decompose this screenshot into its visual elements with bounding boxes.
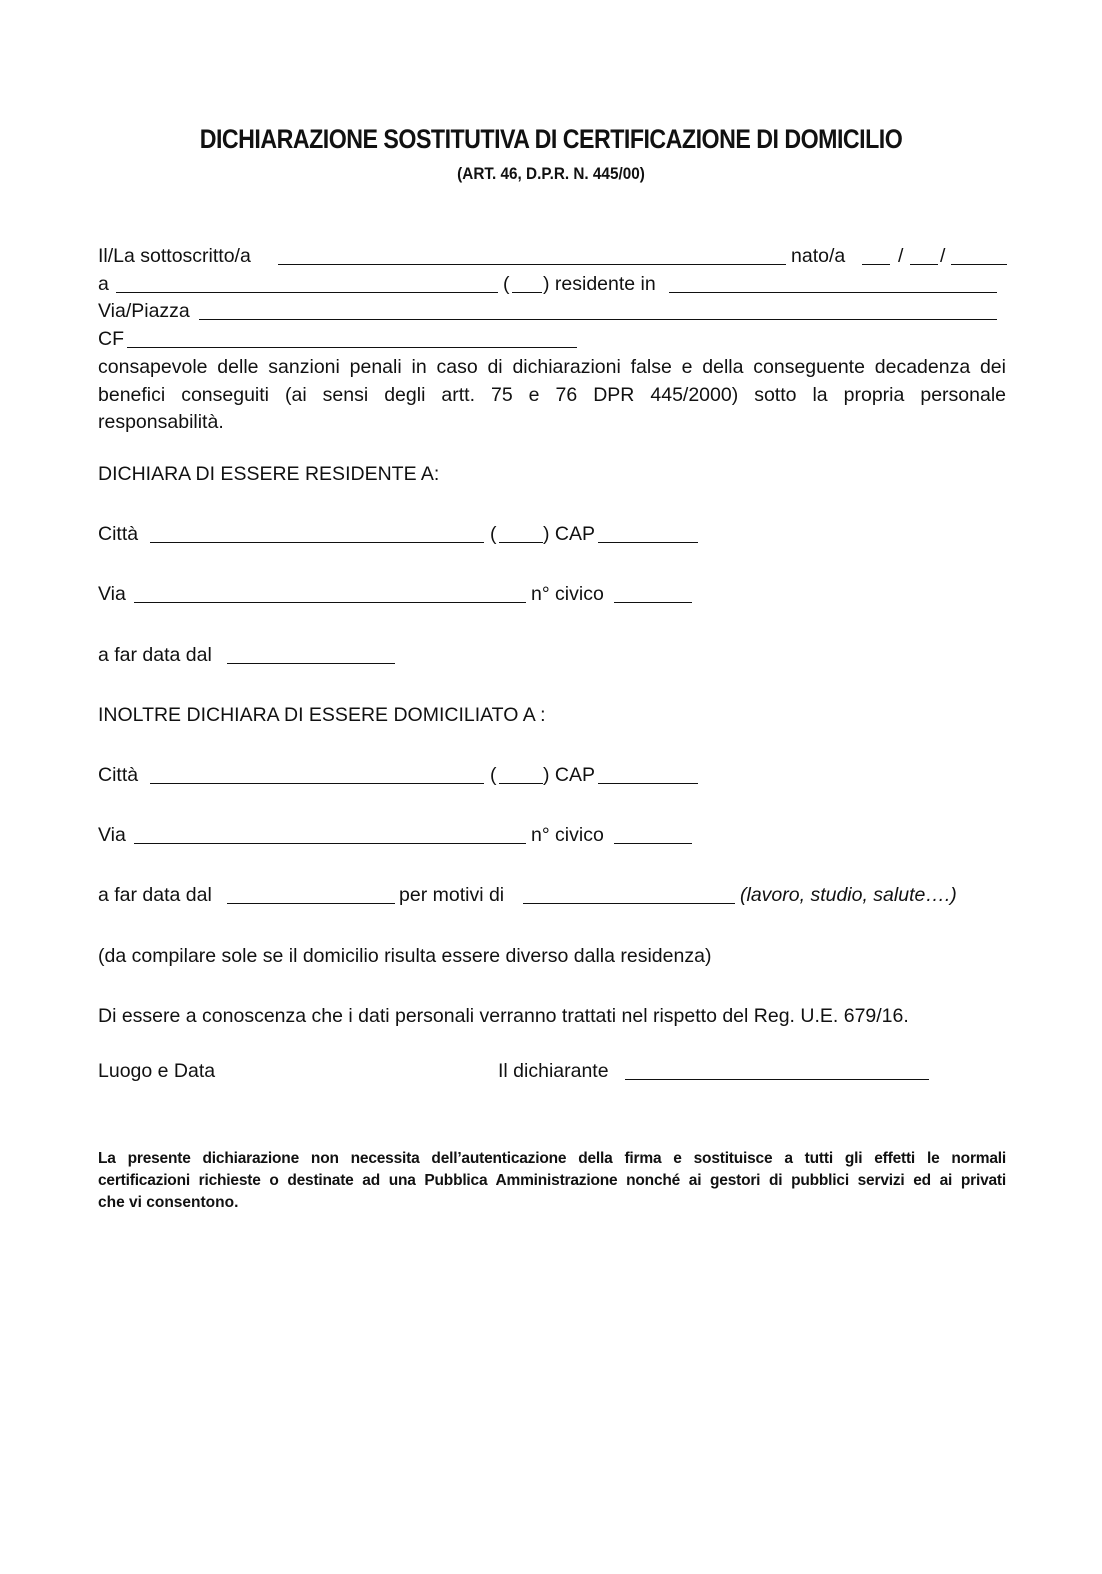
residenza-citta-field[interactable] (150, 524, 484, 543)
dichiarante-label: Il dichiarante (498, 1060, 609, 1082)
privacy-statement: Di essere a conoscenza che i dati personali verranno trattati nel rispetto del Reg. U.E. 679/16. (98, 1005, 909, 1027)
domicilio-via-field[interactable] (134, 825, 526, 844)
domicilio-motivi-field[interactable] (523, 885, 735, 904)
date-slash: / (940, 245, 946, 267)
residenza-citta-label: Città (98, 523, 139, 545)
footer-line: che vi consentono. (98, 1194, 239, 1211)
sottoscritto-label: Il/La sottoscritto/a (98, 245, 251, 267)
domicilio-cap-label: ) CAP (543, 764, 596, 786)
domicilio-data-label: a far data dal (98, 884, 212, 906)
domicilio-heading: INOLTRE DICHIARA DI ESSERE DOMICILIATO A : (98, 704, 546, 726)
residenza-via-label: Via (98, 583, 126, 605)
signature-field[interactable] (625, 1061, 929, 1080)
residente-label: ) residente in (543, 273, 656, 295)
domicilio-via-label: Via (98, 824, 126, 846)
consapevole-line: consapevole delle sanzioni penali in caso di dichiarazioni false e della conseguente decadenza dei (98, 356, 1006, 378)
residenza-civico-field[interactable] (614, 584, 692, 603)
residenza-cap-label: ) CAP (543, 523, 596, 545)
residenza-data-label: a far data dal (98, 644, 212, 666)
nota-domicilio: (da compilare sole se il domicilio risulta essere diverso dalla residenza) (98, 945, 712, 967)
birth-month-field[interactable] (910, 246, 938, 265)
domicilio-civico-label: n° civico (531, 824, 604, 846)
residenza-civico-label: n° civico (531, 583, 604, 605)
luogo-data-label: Luogo e Data (98, 1060, 216, 1082)
domicilio-civico-field[interactable] (614, 825, 692, 844)
via-piazza-label: Via/Piazza (98, 300, 190, 322)
consapevole-line: benefici conseguiti (ai sensi degli artt. 75 e 76 DPR 445/2000) sotto la propria personale (98, 383, 1006, 406)
birth-day-field[interactable] (862, 246, 890, 265)
consapevole-paragraph (98, 354, 1006, 437)
name-field[interactable] (278, 246, 786, 265)
residence-field[interactable] (669, 274, 997, 293)
province-open-paren: ( (490, 764, 497, 786)
document-subtitle: (ART. 46, D.P.R. N. 445/00) (457, 164, 645, 183)
nato-label: nato/a (791, 245, 846, 267)
domicilio-motivi-esempi: (lavoro, studio, salute….) (740, 884, 957, 906)
cf-label: CF (98, 328, 124, 350)
domicilio-citta-field[interactable] (150, 765, 484, 784)
birth-year-field[interactable] (951, 246, 1007, 265)
date-slash: / (898, 245, 904, 267)
footer-line: certificazioni richieste o destinate ad una Pubblica Amministrazione nonché ai gestori di pubblici servizi ed ai privati (98, 1172, 1006, 1189)
footer-note (98, 1148, 1006, 1214)
residenza-provincia-field[interactable] (499, 524, 543, 543)
domicilio-provincia-field[interactable] (499, 765, 543, 784)
province-open-paren: ( (490, 523, 497, 545)
birth-province-field[interactable] (512, 274, 542, 293)
domicilio-motivi-label: per motivi di (399, 884, 505, 906)
residenza-cap-field[interactable] (598, 524, 698, 543)
consapevole-line: responsabilità. (98, 411, 224, 433)
domicilio-citta-label: Città (98, 764, 139, 786)
province-open-paren: ( (503, 273, 510, 295)
domicilio-cap-field[interactable] (598, 765, 698, 784)
birthplace-field[interactable] (116, 274, 498, 293)
domicilio-data-field[interactable] (227, 885, 395, 904)
residenza-heading: DICHIARA DI ESSERE RESIDENTE A: (98, 463, 440, 485)
residenza-data-field[interactable] (227, 645, 395, 664)
residenza-via-field[interactable] (134, 584, 526, 603)
birthplace-label: a (98, 273, 109, 295)
footer-line: La presente dichiarazione non necessita dell’autenticazione della firma e sostituisce a tutti gli effetti le normali (98, 1150, 1006, 1167)
document-title: DICHIARAZIONE SOSTITUTIVA DI CERTIFICAZIONE DI DOMICILIO (199, 124, 903, 154)
cf-field[interactable] (127, 329, 577, 348)
via-piazza-field[interactable] (199, 301, 997, 320)
